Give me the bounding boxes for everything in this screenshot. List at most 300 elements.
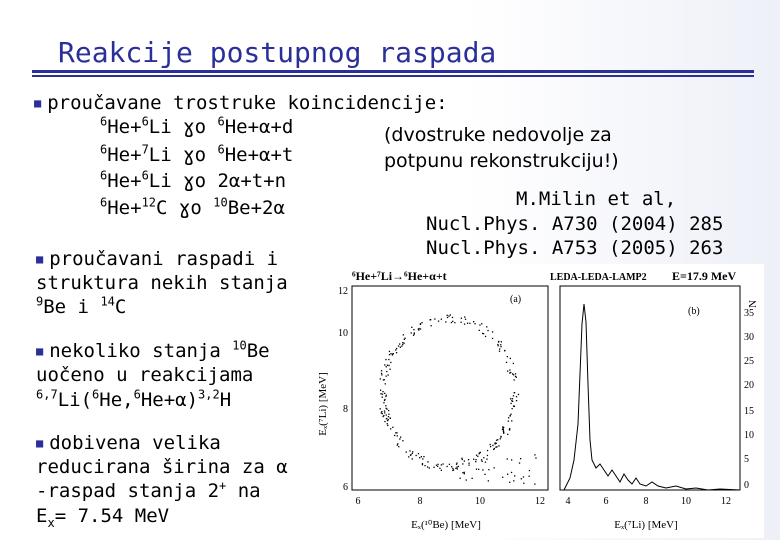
scatter-point — [452, 468, 453, 469]
scatter-point — [500, 346, 501, 347]
panel-a-ylabel: Eₓ(⁷Li) [MeV] — [317, 372, 329, 436]
scatter-point — [388, 410, 389, 411]
scatter-point — [380, 393, 381, 394]
scatter-point — [497, 344, 498, 345]
scatter-point — [477, 456, 478, 457]
scatter-point — [380, 378, 381, 379]
scatter-point — [492, 331, 493, 332]
scatter-point — [490, 446, 491, 447]
scatter-point — [402, 344, 403, 345]
scatter-point — [424, 465, 425, 466]
scatter-point — [513, 480, 514, 481]
scatter-point — [498, 345, 499, 346]
scatter-point — [387, 425, 388, 426]
panel-b-histogram — [560, 304, 740, 490]
scatter-point — [390, 417, 391, 418]
bullet-decays-line1: ■ proučavani raspadi i — [36, 248, 279, 270]
b-xtick: 6 — [603, 496, 609, 507]
scatter-point — [382, 391, 383, 392]
scatter-point — [502, 477, 503, 478]
scatter-point — [414, 332, 415, 333]
scatter-point — [394, 435, 395, 436]
reaction-2: $^6$He+$^7$Li ɣо $^6$He+α+t — [100, 142, 294, 166]
scatter-point — [488, 469, 489, 470]
scatter-point — [412, 451, 413, 452]
bullet-square-icon: ■ — [36, 436, 44, 450]
scatter-point — [398, 345, 399, 346]
scatter-point — [418, 328, 419, 329]
scatter-point — [510, 372, 511, 373]
scatter-point — [389, 369, 390, 370]
scatter-point — [380, 408, 381, 409]
scatter-point — [451, 322, 452, 323]
slide-title: Reakcije postupnog raspada — [58, 36, 497, 69]
scatter-point — [381, 370, 382, 371]
scatter-point — [386, 408, 387, 409]
panel-b-frame — [560, 286, 740, 490]
b-xtick: 10 — [681, 496, 691, 507]
scatter-point — [488, 480, 489, 481]
scatter-point — [497, 439, 498, 440]
scatter-point — [475, 459, 476, 460]
b-ytick: 5 — [744, 454, 749, 465]
a-xtick: 6 — [355, 496, 361, 507]
scatter-point — [396, 352, 397, 353]
note-line-2: potpunu rekonstrukciju!) — [384, 150, 619, 172]
scatter-point — [513, 363, 514, 364]
scatter-point — [388, 414, 389, 415]
scatter-point — [535, 457, 536, 458]
scatter-point — [449, 464, 450, 465]
scatter-point — [392, 427, 393, 428]
scatter-point — [513, 374, 514, 375]
scatter-point — [390, 362, 391, 363]
scatter-point — [413, 329, 414, 330]
scatter-point — [516, 396, 517, 397]
scatter-point — [496, 440, 497, 441]
reaction-3: $^6$He+$^6$Li ɣо 2α+t+n — [100, 168, 287, 192]
scatter-point — [479, 324, 480, 325]
figure-energy: E=17.9 MeV — [672, 269, 737, 283]
scatter-point — [441, 464, 442, 465]
scatter-point — [461, 322, 462, 323]
scatter-point — [412, 458, 413, 459]
scatter-point — [452, 470, 453, 471]
scatter-point — [473, 321, 474, 322]
scatter-point — [478, 469, 479, 470]
scatter-point — [390, 353, 391, 354]
scatter-point — [412, 453, 413, 454]
scatter-point — [467, 323, 468, 324]
a-xtick: 8 — [417, 496, 423, 507]
scatter-point — [500, 344, 501, 345]
scatter-point — [501, 341, 502, 342]
scatter-point — [392, 354, 393, 355]
scatter-point — [384, 364, 385, 365]
scatter-point — [482, 333, 483, 334]
scatter-point — [445, 321, 446, 322]
scatter-point — [441, 319, 442, 320]
scatter-point — [437, 464, 438, 465]
scatter-point — [423, 456, 424, 457]
scatter-point — [516, 400, 517, 401]
scatter-point — [388, 374, 389, 375]
a-ytick: 10 — [338, 328, 348, 339]
scatter-point — [487, 455, 488, 456]
scatter-point — [442, 463, 443, 464]
scatter-point — [503, 433, 504, 434]
a-xtick: 10 — [475, 496, 485, 507]
scatter-point — [418, 453, 419, 454]
scatter-point — [506, 362, 507, 363]
panel-b-ylabel: N — [747, 300, 759, 308]
scatter-point — [427, 466, 428, 467]
scatter-point — [494, 467, 495, 468]
scatter-point — [464, 460, 465, 461]
scatter-point — [465, 319, 466, 320]
scatter-point — [421, 456, 422, 457]
scatter-point — [447, 466, 448, 467]
scatter-point — [495, 447, 496, 448]
scatter-point — [500, 438, 501, 439]
spectrum-svg — [316, 264, 764, 538]
scatter-point — [385, 396, 386, 397]
scatter-point — [448, 316, 449, 317]
scatter-point — [381, 412, 382, 413]
scatter-point — [511, 400, 512, 401]
scatter-point — [472, 478, 473, 479]
scatter-point — [534, 454, 535, 455]
scatter-point — [476, 455, 477, 456]
reference-2: Nucl.Phys. A753 (2005) 263 — [426, 237, 724, 259]
a-ytick: 8 — [343, 404, 348, 415]
scatter-point — [447, 317, 448, 318]
scatter-point — [507, 371, 508, 372]
scatter-point — [464, 473, 465, 474]
scatter-point — [510, 415, 511, 416]
bullet-decays-line2: struktura nekih stanja — [36, 272, 288, 294]
scatter-point — [384, 410, 385, 411]
scatter-point — [386, 414, 387, 415]
scatter-point — [384, 421, 385, 422]
scatter-point — [490, 444, 491, 445]
scatter-point — [492, 338, 493, 339]
scatter-point — [410, 455, 411, 456]
b-ytick: 20 — [744, 380, 754, 391]
scatter-point — [420, 328, 421, 329]
scatter-point — [461, 318, 462, 319]
a-ytick: 12 — [338, 286, 348, 297]
bullet-square-icon: ■ — [36, 252, 44, 266]
bullet-states-line1: ■ nekoliko stanja $^{10}$Be — [36, 338, 270, 362]
scatter-point — [534, 484, 535, 485]
b-ytick: 25 — [744, 356, 754, 367]
bullet-states-line2: uočeno u reakcijama — [36, 364, 254, 386]
scatter-point — [390, 428, 391, 429]
scatter-point — [381, 373, 382, 374]
scatter-point — [384, 393, 385, 394]
reaction-1: $^6$He+$^6$Li ɣо $^6$He+α+d — [100, 114, 294, 138]
scatter-point — [433, 467, 434, 468]
scatter-point — [398, 446, 399, 447]
b-ytick: 35 — [744, 308, 754, 319]
scatter-point — [439, 468, 440, 469]
scatter-point — [485, 336, 486, 337]
scatter-point — [408, 456, 409, 457]
scatter-point — [514, 475, 515, 476]
scatter-point — [434, 318, 435, 319]
scatter-point — [397, 443, 398, 444]
panel-a-frame — [352, 286, 548, 490]
scatter-point — [405, 338, 406, 339]
scatter-point — [498, 341, 499, 342]
scatter-point — [401, 346, 402, 347]
b-ytick: 10 — [744, 430, 754, 441]
scatter-point — [388, 419, 389, 420]
scatter-point — [455, 468, 456, 469]
scatter-point — [514, 392, 515, 393]
scatter-point — [512, 398, 513, 399]
scatter-point — [509, 482, 510, 483]
scatter-point — [482, 469, 483, 470]
panel-b-label: (b) — [688, 306, 700, 317]
scatter-point — [447, 315, 448, 316]
scatter-point — [510, 414, 511, 415]
scatter-point — [387, 365, 388, 366]
scatter-point — [511, 472, 512, 473]
scatter-point — [486, 459, 487, 460]
scatter-point — [468, 459, 469, 460]
scatter-point — [457, 468, 458, 469]
scatter-point — [384, 400, 385, 401]
scatter-point — [402, 342, 403, 343]
scatter-point — [464, 472, 465, 473]
scatter-point — [386, 418, 387, 419]
scatter-point — [385, 383, 386, 384]
scatter-point — [454, 322, 455, 323]
b-ytick: 0 — [744, 480, 749, 491]
scatter-point — [481, 459, 482, 460]
scatter-point — [387, 423, 388, 424]
scatter-point — [422, 464, 423, 465]
bullet-decays-line3: $^9$Be i $^{14}$C — [36, 294, 127, 318]
scatter-point — [529, 470, 530, 471]
scatter-point — [456, 463, 457, 464]
bullet-width-line1: ■ dobivena velika — [36, 432, 221, 454]
scatter-point — [464, 324, 465, 325]
scatter-point — [386, 395, 387, 396]
panel-a-label: (a) — [510, 294, 522, 305]
scatter-point — [508, 417, 509, 418]
scatter-point — [500, 437, 501, 438]
scatter-point — [520, 458, 521, 459]
scatter-point — [438, 321, 439, 322]
scatter-point — [464, 316, 465, 317]
scatter-point — [516, 377, 517, 378]
scatter-point — [487, 450, 488, 451]
scatter-point — [499, 348, 500, 349]
scatter-point — [483, 457, 484, 458]
bullet-square-icon: ■ — [36, 344, 44, 358]
scatter-point — [389, 351, 390, 352]
scatter-point — [385, 405, 386, 406]
scatter-point — [503, 427, 504, 428]
scatter-point — [383, 402, 384, 403]
scatter-point — [381, 374, 382, 375]
scatter-point — [458, 466, 459, 467]
scatter-point — [430, 319, 431, 320]
scatter-point — [451, 466, 452, 467]
scatter-point — [513, 406, 514, 407]
scatter-point — [385, 359, 386, 360]
scatter-point — [396, 348, 397, 349]
scatter-point — [509, 428, 510, 429]
reference-author: M.Milin et al, — [516, 188, 677, 210]
scatter-point — [427, 461, 428, 462]
scatter-point — [502, 429, 503, 430]
scatter-point — [511, 459, 512, 460]
figure-header: ⁶He+⁷Li→⁶He+α+t — [352, 269, 447, 283]
scatter-point — [386, 371, 387, 372]
panel-a-xlabel: Eₓ(¹⁰Be) [MeV] — [411, 519, 481, 531]
bullet-intro — [34, 92, 448, 117]
scatter-point — [498, 445, 499, 446]
scatter-point — [383, 416, 384, 417]
scatter-point — [384, 412, 385, 413]
scatter-point — [399, 343, 400, 344]
note-line-1: (dvostruke nedovolje za — [384, 124, 612, 146]
figure-setup: LEDA-LEDA-LAMP2 — [550, 272, 647, 283]
scatter-point — [519, 462, 520, 463]
scatter-point — [382, 397, 383, 398]
scatter-point — [395, 349, 396, 350]
scatter-point — [409, 450, 410, 451]
scatter-point — [462, 472, 463, 473]
bullet-square-icon: ■ — [34, 96, 42, 110]
scatter-point — [386, 366, 387, 367]
scatter-point — [460, 478, 461, 479]
scatter-point — [411, 332, 412, 333]
scatter-point — [507, 458, 508, 459]
scatter-point — [507, 434, 508, 435]
scatter-point — [411, 327, 412, 328]
scatter-point — [450, 314, 451, 315]
panel-b-xlabel: Eₓ(⁷Li) [MeV] — [614, 519, 678, 531]
scatter-point — [406, 452, 407, 453]
scatter-point — [456, 467, 457, 468]
bullet-states-line3: $^{6,7}Li(^6He,^6He+\alpha)^{3,2}H$ — [36, 387, 232, 411]
scatter-point — [511, 420, 512, 421]
b-ytick: 15 — [744, 406, 754, 417]
scatter-point — [523, 483, 524, 484]
b-xtick: 8 — [643, 496, 649, 507]
scatter-point — [395, 432, 396, 433]
scatter-point — [485, 462, 486, 463]
scatter-point — [388, 365, 389, 366]
scatter-point — [429, 467, 430, 468]
scatter-point — [510, 358, 511, 359]
scatter-point — [514, 379, 515, 380]
scatter-point — [484, 474, 485, 475]
scatter-point — [436, 465, 437, 466]
scatter-point — [473, 459, 474, 460]
scatter-point — [503, 431, 504, 432]
bullet-width-line3: -raspad stanja 2+ na — [36, 478, 261, 502]
b-xtick: 4 — [565, 496, 571, 507]
scatter-point — [504, 350, 505, 351]
scatter-point — [461, 458, 462, 459]
title-underline — [32, 70, 754, 73]
scatter-point — [511, 403, 512, 404]
title-underline-thin — [32, 75, 754, 77]
scatter-point — [413, 335, 414, 336]
scatter-point — [452, 321, 453, 322]
scatter-point — [529, 476, 530, 477]
scatter-point — [479, 452, 480, 453]
scatter-point — [523, 476, 524, 477]
b-ytick: 30 — [744, 332, 754, 343]
scatter-point — [419, 457, 420, 458]
scatter-point — [476, 469, 477, 470]
bullet-width-line4: $E_x= 7.54$ MeV — [36, 505, 170, 530]
scatter-point — [403, 343, 404, 344]
scatter-point — [431, 325, 432, 326]
scatter-point — [468, 465, 469, 466]
a-ytick: 6 — [343, 482, 348, 493]
spectrum-figure — [316, 264, 764, 538]
scatter-point — [388, 416, 389, 417]
scatter-point — [402, 440, 403, 441]
panel-a-scatter — [380, 314, 537, 485]
scatter-point — [475, 461, 476, 462]
intro-text: proučavane trostruke koincidencije: — [47, 92, 448, 114]
scatter-point — [389, 354, 390, 355]
scatter-point — [494, 448, 495, 449]
scatter-point — [452, 317, 453, 318]
scatter-point — [420, 323, 421, 324]
scatter-point — [518, 394, 519, 395]
scatter-point — [380, 390, 381, 391]
scatter-point — [508, 421, 509, 422]
scatter-point — [479, 330, 480, 331]
scatter-point — [421, 322, 422, 323]
scatter-point — [382, 394, 383, 395]
scatter-point — [492, 445, 493, 446]
scatter-point — [399, 438, 400, 439]
scatter-point — [486, 326, 487, 327]
scatter-point — [388, 359, 389, 360]
b-xtick: 12 — [721, 496, 731, 507]
scatter-point — [474, 323, 475, 324]
scatter-point — [468, 463, 469, 464]
a-xtick: 12 — [535, 496, 545, 507]
scatter-point — [507, 474, 508, 475]
scatter-point — [400, 437, 401, 438]
scatter-point — [397, 445, 398, 446]
bullet-width-line2: reducirana širina za α — [36, 456, 288, 478]
scatter-point — [487, 330, 488, 331]
scatter-point — [509, 369, 510, 370]
scatter-point — [422, 458, 423, 459]
scatter-point — [400, 347, 401, 348]
scatter-point — [507, 356, 508, 357]
scatter-point — [499, 351, 500, 352]
scatter-point — [481, 323, 482, 324]
reference-1: Nucl.Phys. A730 (2004) 285 — [426, 213, 724, 235]
scatter-point — [515, 373, 516, 374]
scatter-point — [521, 478, 522, 479]
scatter-point — [403, 334, 404, 335]
